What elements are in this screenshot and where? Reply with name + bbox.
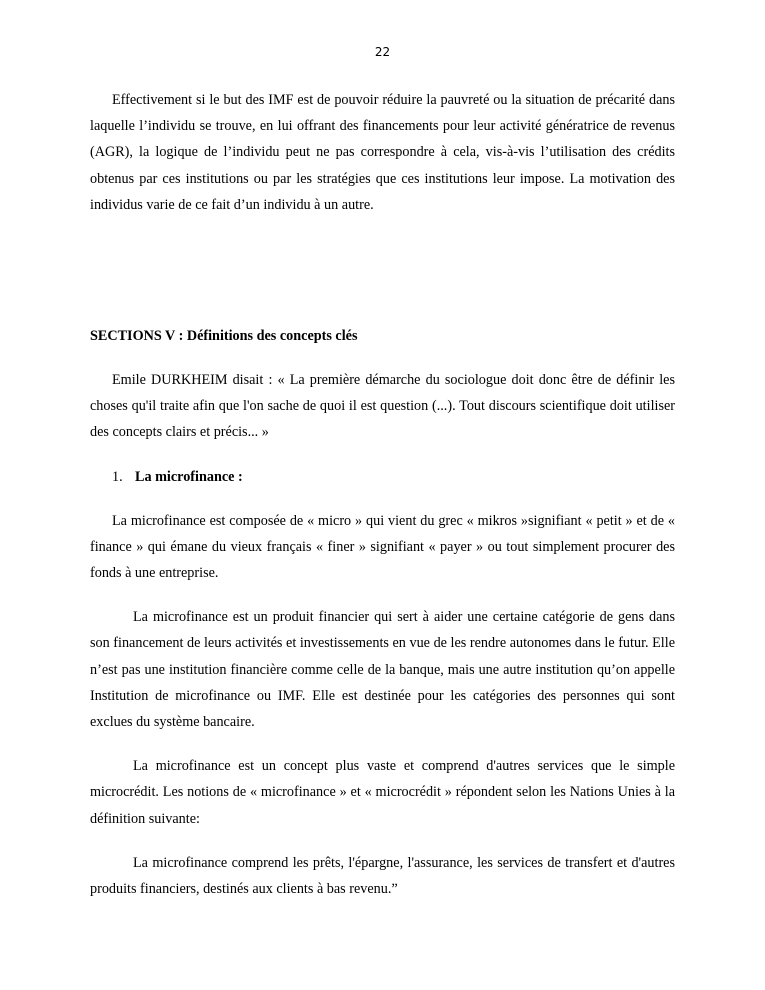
un-definition-paragraph: La microfinance comprend les prêts, l'épargne, l'assurance, les services de transfert et d'autres produits financiers, destinés aux clients à bas revenu.” bbox=[90, 854, 675, 898]
page-number: 22 bbox=[374, 45, 391, 59]
list-item-title: La microfinance : bbox=[135, 468, 243, 485]
document-body bbox=[90, 87, 675, 902]
list-item-heading bbox=[90, 464, 675, 490]
durkheim-quote-paragraph: Emile DURKHEIM disait : « La première démarche du sociologue doit donc être de définir les choses qu'il traite afin que l'on sache de quoi il est question (...). Tout discours scientifique doit utiliser des concepts clairs et précis... » bbox=[90, 372, 675, 441]
list-item-number: 1. bbox=[112, 468, 123, 485]
section-heading: SECTIONS V : Définitions des concepts clés bbox=[90, 328, 358, 345]
intro-paragraph: Effectivement si le but des IMF est de pouvoir réduire la pauvreté ou la situation de précarité dans laquelle l’individu se trouve, en lui offrant des financements pour leur activité génératrice de revenus (AGR), la logique de l’individu peut ne pas correspondre à cela, vis-à-vis l’utilisation des crédits obtenus par ces institutions ou par les stratégies que ces institutions leur impose. La motivation des individus varie de ce fait d’un individu à un autre. bbox=[90, 92, 675, 213]
definition-paragraph: La microfinance est un produit financier qui sert à aider une certaine catégorie de gens dans son financement de leurs activités et investissements en vue de les rendre autonomes dans le futur. Elle n’est pas une institution financière comme celle de la banque, mais une autre institution qu’on appelle Institution de microfinance ou IMF. Elle est destinée pour les catégories des personnes qui sont exclues du système bancaire. bbox=[90, 609, 675, 731]
etymology-paragraph: La microfinance est composée de « micro » qui vient du grec « mikros »signifiant « petit » et de « finance » qui émane du vieux français « finer » signifiant « payer » ou tout simplement procurer des fonds à une entreprise. bbox=[90, 512, 675, 582]
concept-scope-paragraph: La microfinance est un concept plus vaste et comprend d'autres services que le simple microcrédit. Les notions de « microfinance » et « microcrédit » répondent selon les Nations Unies à la définition suivante: bbox=[90, 758, 675, 827]
